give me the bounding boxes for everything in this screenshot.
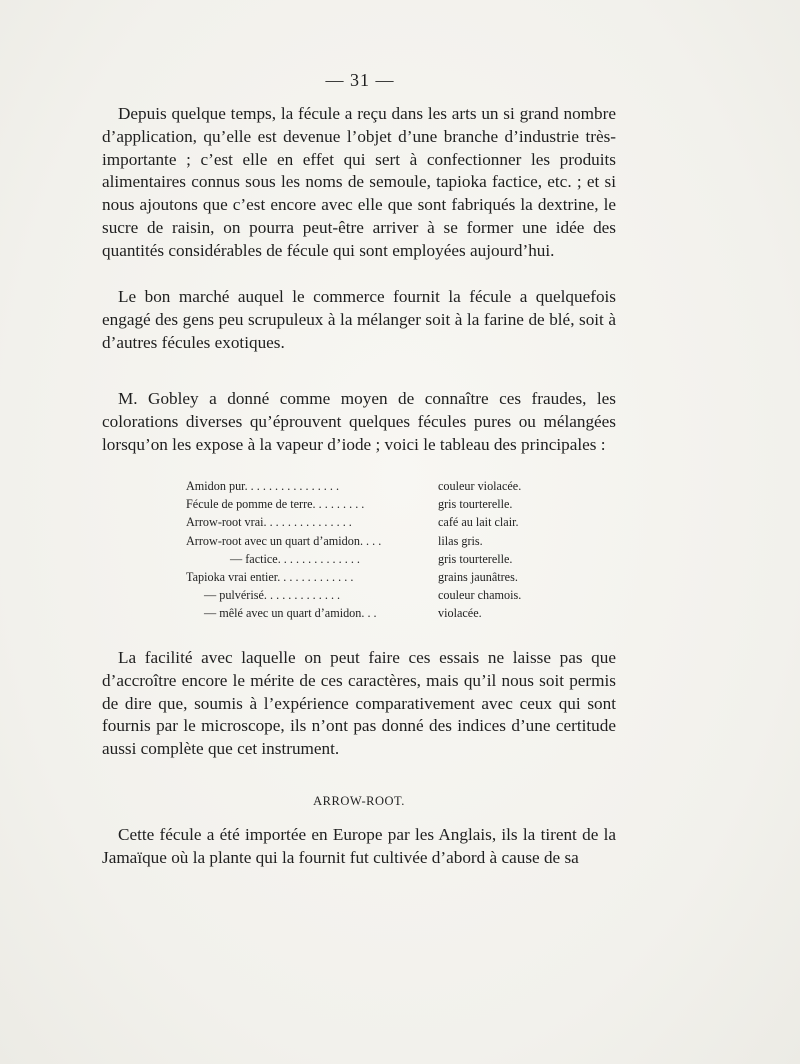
table-row-value: café au lait clair. xyxy=(438,515,519,530)
table-row-label: Fécule de pomme de terre. . . . . . . . . xyxy=(186,497,365,512)
table-row-label: — factice. . . . . . . . . . . . . . xyxy=(230,551,360,566)
table-row-value: grains jaunâtres. xyxy=(438,569,518,584)
table-row-value: gris tourterelle. xyxy=(438,551,513,566)
table-row-value: gris tourterelle. xyxy=(438,497,513,512)
table-row xyxy=(186,586,546,604)
table-row-label: Amidon pur. . . . . . . . . . . . . . . . xyxy=(186,479,340,493)
table-row xyxy=(186,550,546,568)
table-row xyxy=(186,532,546,550)
table-row-label: — pulvérisé. . . . . . . . . . . . . xyxy=(204,588,341,603)
table-row-label: Arrow-root avec un quart d’amidon. . . . xyxy=(186,533,382,548)
page-number: — 31 — xyxy=(325,70,395,90)
table-row-value: couleur violacée. xyxy=(438,479,522,493)
table-row-value: couleur chamois. xyxy=(438,588,522,603)
paragraph-gobley-method: M. Gobley a donné comme moyen de connaître ces fraudes, les colorations diverses qu’éprouvent quelques fécules pures ou mélangées lorsqu’on les expose à la vapeur d’iode ; voici le tableau des principales : xyxy=(102,389,616,454)
iodine-coloration-table xyxy=(186,477,546,623)
paragraph-fecule-usage: Depuis quelque temps, la fécule a reçu dans les arts un si grand nombre d’application, qu’elle est devenue l’objet d’une branche d’industrie très-importante ; c’est elle en effet qui sert à confectionner les produits alimentaires connus sous les noms de semoule, tapioka factice, etc. ; et si nous ajoutons que c’est encore avec elle que sont fabriqués la dextrine, le sucre de raisin, on pourra peut-être arriver à se former une idée des quantités considérables de fécule qui sont employées aujourd’hui. xyxy=(102,104,616,260)
paragraph-microscope-comparison: La facilité avec laquelle on peut faire ces essais ne laisse pas que d’accroître encore le mérite de ces caractères, mais qu’il nous soit permis de dire que, soumis à l’expérience comparativement avec ceux qui sont fournis par le microscope, ils n’ont pas donné des indices d’une certitude aussi complète que cet instrument. xyxy=(102,648,616,759)
table-row-label: Tapioka vrai entier. . . . . . . . . . . . . xyxy=(186,569,354,584)
table-row-value: lilas gris. xyxy=(438,533,483,548)
table-row xyxy=(186,477,546,495)
table-row-label: — mêlé avec un quart d’amidon. . . xyxy=(204,606,377,621)
paragraph-fraud: Le bon marché auquel le commerce fournit la fécule a quelquefois engagé des gens peu scrupuleux à la mélanger soit à la farine de blé, soit à d’autres fécules exotiques. xyxy=(102,287,616,352)
paragraph-arrow-root-origin: Cette fécule a été importée en Europe par les Anglais, ils la tirent de la Jamaïque où la plante qui la fournit fut cultivée d’abord à cause de sa xyxy=(102,825,616,867)
table-row xyxy=(186,604,546,622)
table-row-label: Arrow-root vrai. . . . . . . . . . . . . . . xyxy=(186,515,352,530)
section-heading-arrow-root: ARROW-ROOT. xyxy=(313,794,405,808)
table-row xyxy=(186,495,546,513)
table-row xyxy=(186,513,546,531)
table-row-value: violacée. xyxy=(438,606,482,621)
table-row xyxy=(186,568,546,586)
